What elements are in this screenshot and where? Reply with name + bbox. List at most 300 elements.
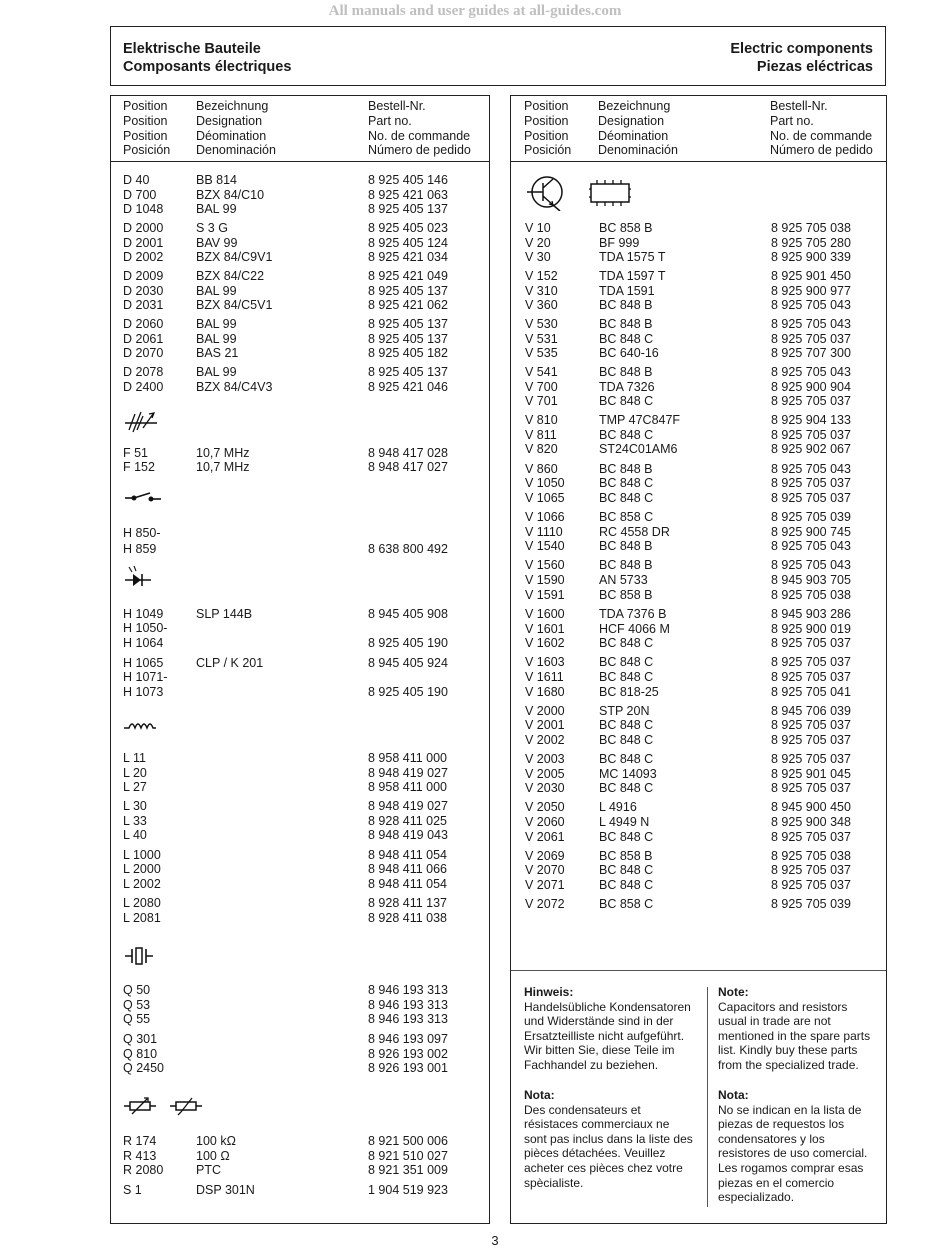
part-number-cell: 8 925 405 137 — [368, 202, 448, 216]
position-cell: L 2080 — [123, 896, 161, 910]
designation-cell: TDA 7326 — [599, 380, 655, 394]
position-cell: L 2002 — [123, 877, 161, 891]
position-cell: Q 53 — [123, 998, 151, 1012]
position-cell: V 700 — [525, 380, 558, 394]
header-label: No. de commande — [770, 128, 873, 143]
position-cell: Q 810 — [123, 1047, 158, 1061]
note-en-title: Note: — [718, 985, 749, 999]
position-cell: H 1073 — [123, 685, 164, 699]
designation-cell: BC 848 C — [599, 863, 654, 877]
note-line: Wir bitten Sie, diese Teile im — [524, 1043, 675, 1058]
part-number-cell: 8 925 900 904 — [771, 380, 851, 394]
designation-cell: BC 858 B — [599, 588, 653, 602]
designation-cell: ST24C01AM6 — [599, 442, 678, 456]
note-line: spècialiste. — [524, 1175, 584, 1190]
part-number-cell: 1 904 519 923 — [368, 1183, 448, 1197]
note-line: pièces détachées. Veuillez — [524, 1146, 666, 1161]
note-line: Ersatzteilliste nicht aufgeführt. — [524, 1028, 685, 1043]
position-cell: R 2080 — [123, 1163, 164, 1177]
right-parts-table — [510, 95, 887, 1224]
right-column-headers — [511, 96, 886, 162]
part-number-cell: 8 925 705 041 — [771, 685, 851, 699]
position-cell: D 2000 — [123, 221, 164, 235]
designation-cell: BC 848 C — [599, 636, 654, 650]
note-line: und Widerstände sind in der — [524, 1014, 674, 1029]
position-cell: V 1590 — [525, 573, 565, 587]
designation-cell: BC 858 B — [599, 849, 653, 863]
designation-cell: PTC — [196, 1163, 221, 1177]
position-cell: V 531 — [525, 332, 558, 346]
designation-cell: TDA 1575 T — [599, 250, 666, 264]
part-number-cell: 8 925 705 043 — [771, 539, 851, 553]
position-cell: D 2400 — [123, 380, 164, 394]
part-number-cell: 8 925 405 137 — [368, 317, 448, 331]
header-title-es: Piezas eléctricas — [756, 59, 873, 75]
position-cell: V 10 — [525, 221, 551, 235]
variable-resistor-icon — [123, 1094, 157, 1118]
designation-cell: BC 848 C — [599, 733, 654, 747]
position-cell: V 1560 — [525, 558, 565, 572]
designation-cell: BC 848 B — [599, 298, 653, 312]
note-line: sont pas inclus dans la liste des — [524, 1131, 693, 1146]
part-number-cell: 8 948 411 066 — [368, 862, 448, 876]
part-number-cell: 8 925 705 037 — [771, 332, 851, 346]
part-number-cell: 8 925 705 038 — [771, 221, 851, 235]
position-header — [123, 99, 170, 158]
designation-cell: BZX 84/C10 — [196, 188, 265, 202]
position-cell: V 811 — [525, 428, 557, 442]
led-icon — [123, 565, 153, 589]
header-label: Déomination — [598, 128, 669, 143]
part-number-cell: 8 926 193 001 — [368, 1061, 448, 1075]
position-cell: D 2031 — [123, 298, 164, 312]
position-cell: H 1064 — [123, 636, 164, 650]
page-number: 3 — [491, 1233, 499, 1248]
part-number-cell: 8 925 705 043 — [771, 558, 851, 572]
designation-cell: SLP 144B — [196, 607, 253, 621]
designation-cell: 100 kΩ — [196, 1134, 236, 1148]
position-cell: L 30 — [123, 799, 147, 813]
note-line: especializado. — [718, 1190, 795, 1205]
part-number-cell: 8 925 405 190 — [368, 685, 448, 699]
part-number-cell: 8 945 900 450 — [771, 800, 851, 814]
part-number-cell: 8 948 419 043 — [368, 828, 448, 842]
position-cell: V 2072 — [525, 897, 565, 911]
part-number-cell: 8 946 193 097 — [368, 1032, 448, 1046]
position-cell: V 701 — [525, 394, 558, 408]
position-cell: V 535 — [525, 346, 558, 360]
transistor-icon — [525, 173, 567, 211]
designation-cell: BC 848 B — [599, 539, 653, 553]
left-column-headers — [111, 96, 489, 162]
header-label: Position — [123, 128, 168, 143]
designation-header — [598, 99, 678, 158]
part-number-cell: 8 928 411 137 — [368, 896, 448, 910]
part-number-cell: 8 925 902 067 — [771, 442, 851, 456]
position-cell: F 51 — [123, 446, 149, 460]
position-cell: H 859 — [123, 542, 157, 556]
part-number-cell: 8 921 500 006 — [368, 1134, 448, 1148]
ic-chip-icon — [587, 178, 633, 208]
part-number-cell: 8 925 900 977 — [771, 284, 851, 298]
designation-cell: L 4949 N — [599, 815, 650, 829]
position-cell: V 1602 — [525, 636, 565, 650]
position-cell: H 850- — [123, 526, 161, 540]
part-no-header — [368, 99, 471, 158]
designation-cell: BC 848 B — [599, 462, 653, 476]
header-title-en: Electric components — [730, 41, 873, 57]
position-cell: V 1611 — [525, 670, 564, 684]
header-label: Position — [524, 99, 569, 113]
position-cell: D 2061 — [123, 332, 164, 346]
position-cell: D 2078 — [123, 365, 164, 379]
part-number-cell: 8 925 405 124 — [368, 236, 448, 250]
header-label: Part no. — [770, 113, 814, 128]
position-cell: R 413 — [123, 1149, 157, 1163]
part-number-cell: 8 925 421 046 — [368, 380, 448, 394]
position-cell: L 1000 — [123, 848, 161, 862]
position-cell: R 174 — [123, 1134, 157, 1148]
position-cell: D 700 — [123, 188, 157, 202]
designation-cell: TDA 7376 B — [599, 607, 667, 621]
note-line: acheter ces pièces chez votre — [524, 1160, 683, 1175]
designation-cell: BC 818-25 — [599, 685, 659, 699]
note-line: résistaces commerciaux ne — [524, 1117, 670, 1132]
part-number-cell: 8 925 705 037 — [771, 781, 851, 795]
position-cell: V 30 — [525, 250, 551, 264]
part-number-cell: 8 925 900 348 — [771, 815, 851, 829]
position-cell: D 2002 — [123, 250, 164, 264]
part-number-cell: 8 948 411 054 — [368, 877, 448, 891]
part-number-cell: 8 925 705 038 — [771, 588, 851, 602]
part-number-cell: 8 926 193 002 — [368, 1047, 448, 1061]
note-line: Les rogamos comprar esas — [718, 1160, 864, 1175]
position-cell: V 2050 — [525, 800, 565, 814]
designation-cell: BC 640-16 — [599, 346, 659, 360]
part-number-cell: 8 925 405 182 — [368, 346, 448, 360]
note-line: piezas en el comercio — [718, 1175, 835, 1190]
note-en — [718, 985, 883, 1073]
position-cell: D 2030 — [123, 284, 164, 298]
part-number-cell: 8 925 705 037 — [771, 830, 851, 844]
position-cell: V 310 — [525, 284, 558, 298]
part-number-cell: 8 925 705 037 — [771, 655, 851, 669]
position-cell: V 2061 — [525, 830, 565, 844]
position-cell: L 2000 — [123, 862, 161, 876]
part-number-cell: 8 948 419 027 — [368, 799, 448, 813]
position-header — [524, 99, 571, 158]
position-cell: L 11 — [123, 751, 146, 765]
part-number-cell: 8 921 510 027 — [368, 1149, 448, 1163]
part-number-cell: 8 925 421 049 — [368, 269, 448, 283]
designation-cell: BC 858 C — [599, 510, 654, 524]
designation-cell: BC 848 C — [599, 655, 654, 669]
note-fr-title: Nota: — [524, 1088, 555, 1102]
part-number-cell: 8 925 405 137 — [368, 284, 448, 298]
position-cell: L 40 — [123, 828, 147, 842]
part-no-header — [770, 99, 873, 158]
designation-cell: BC 848 C — [599, 830, 654, 844]
switch-icon — [123, 488, 163, 508]
ptc-resistor-icon — [169, 1094, 203, 1118]
header-label: Bestell-Nr. — [368, 99, 426, 113]
part-number-cell: 8 925 705 039 — [771, 897, 851, 911]
header-label: Position — [123, 99, 168, 113]
part-number-cell: 8 925 705 037 — [771, 428, 851, 442]
part-number-cell: 8 925 405 146 — [368, 173, 448, 187]
designation-cell: BAL 99 — [196, 202, 237, 216]
designation-cell: TMP 47C847F — [599, 413, 681, 427]
part-number-cell: 8 948 417 027 — [368, 460, 448, 474]
designation-cell: BC 848 B — [599, 558, 653, 572]
note-line: resistores de uso comercial. — [718, 1146, 868, 1161]
note-fr — [524, 1088, 704, 1190]
designation-cell: BC 848 C — [599, 718, 654, 732]
part-number-cell: 8 925 705 037 — [771, 670, 851, 684]
ceramic-filter-icon — [123, 408, 159, 434]
header-label: Número de pedido — [368, 143, 471, 158]
section-header — [110, 26, 886, 86]
part-number-cell: 8 638 800 492 — [368, 542, 448, 556]
part-number-cell: 8 925 900 745 — [771, 525, 851, 539]
note-line: list. Kindly buy these parts — [718, 1043, 858, 1058]
designation-cell: BZX 84/C9V1 — [196, 250, 273, 264]
part-number-cell: 8 925 705 043 — [771, 298, 851, 312]
part-number-cell: 8 925 705 043 — [771, 317, 851, 331]
part-number-cell: 8 925 705 043 — [771, 365, 851, 379]
note-line: Capacitors and resistors — [718, 999, 848, 1014]
designation-cell: BC 858 B — [599, 221, 653, 235]
part-number-cell: 8 925 705 037 — [771, 718, 851, 732]
position-cell: L 27 — [123, 780, 147, 794]
position-cell: V 2005 — [525, 767, 565, 781]
position-cell: F 152 — [123, 460, 155, 474]
designation-cell: BC 848 C — [599, 491, 654, 505]
designation-cell: BAS 21 — [196, 346, 239, 360]
designation-cell: BC 848 B — [599, 317, 653, 331]
part-number-cell: 8 925 705 037 — [771, 491, 851, 505]
designation-cell: 10,7 MHz — [196, 446, 250, 460]
part-number-cell: 8 928 411 025 — [368, 814, 448, 828]
designation-cell: BZX 84/C4V3 — [196, 380, 273, 394]
header-right — [730, 40, 873, 76]
header-label: Position — [524, 128, 569, 143]
designation-cell: BC 848 C — [599, 670, 654, 684]
note-line: condensatores y los — [718, 1131, 825, 1146]
part-number-cell: 8 925 705 039 — [771, 510, 851, 524]
header-label: Position — [524, 113, 569, 128]
part-number-cell: 8 925 421 063 — [368, 188, 448, 202]
part-number-cell: 8 925 904 133 — [771, 413, 851, 427]
header-label: No. de commande — [368, 128, 471, 143]
notes-divider — [511, 970, 886, 971]
part-number-cell: 8 946 193 313 — [368, 1012, 448, 1026]
header-label: Designation — [196, 113, 263, 128]
part-number-cell: 8 945 405 924 — [368, 656, 448, 670]
designation-cell: HCF 4066 M — [599, 622, 670, 636]
note-line: Des condensateurs et — [524, 1102, 641, 1117]
position-cell: V 2071 — [525, 878, 565, 892]
designation-cell: BZX 84/C22 — [196, 269, 265, 283]
designation-cell: DSP 301N — [196, 1183, 255, 1197]
part-number-cell: 8 925 705 038 — [771, 849, 851, 863]
inductor-icon — [123, 718, 157, 732]
designation-cell: BC 848 C — [599, 332, 654, 346]
designation-cell: CLP / K 201 — [196, 656, 264, 670]
position-cell: Q 50 — [123, 983, 151, 997]
position-cell: V 1680 — [525, 685, 565, 699]
position-cell: H 1049 — [123, 607, 164, 621]
position-cell: V 530 — [525, 317, 558, 331]
position-cell: V 1600 — [525, 607, 565, 621]
designation-cell: BF 999 — [599, 236, 640, 250]
designation-cell: BC 848 C — [599, 394, 654, 408]
position-cell: V 810 — [525, 413, 558, 427]
position-cell: V 2001 — [525, 718, 565, 732]
part-number-cell: 8 925 705 037 — [771, 394, 851, 408]
header-label: Denominación — [598, 143, 678, 158]
position-cell: D 1048 — [123, 202, 164, 216]
position-cell: H 1050- — [123, 621, 168, 635]
position-cell: V 2030 — [525, 781, 565, 795]
part-number-cell: 8 958 411 000 — [368, 751, 448, 765]
position-cell: S 1 — [123, 1183, 142, 1197]
position-cell: L 20 — [123, 766, 147, 780]
note-de-title: Hinweis: — [524, 985, 574, 999]
note-line: Handelsübliche Kondensatoren — [524, 999, 691, 1014]
header-label: Posición — [123, 143, 171, 158]
designation-cell: L 4916 — [599, 800, 637, 814]
position-cell: V 2069 — [525, 849, 565, 863]
left-parts-table — [110, 95, 490, 1224]
part-number-cell: 8 945 405 908 — [368, 607, 448, 621]
position-cell: H 1071- — [123, 670, 168, 684]
position-cell: V 1066 — [525, 510, 565, 524]
designation-cell: BB 814 — [196, 173, 238, 187]
part-number-cell: 8 925 900 019 — [771, 622, 851, 636]
header-title-de: Elektrische Bauteile — [123, 41, 261, 57]
part-number-cell: 8 925 705 037 — [771, 878, 851, 892]
header-label: Denominación — [196, 143, 276, 158]
position-cell: V 1110 — [525, 525, 563, 539]
part-number-cell: 8 925 901 450 — [771, 269, 851, 283]
note-line: piezas de requestos los — [718, 1117, 845, 1132]
part-number-cell: 8 946 193 313 — [368, 998, 448, 1012]
header-label: Bezeichnung — [196, 99, 269, 113]
part-number-cell: 8 925 405 190 — [368, 636, 448, 650]
position-cell: V 1540 — [525, 539, 565, 553]
designation-cell: BZX 84/C5V1 — [196, 298, 273, 312]
position-cell: V 152 — [525, 269, 558, 283]
position-cell: D 2001 — [123, 236, 164, 250]
position-cell: V 2003 — [525, 752, 565, 766]
designation-cell: BAV 99 — [196, 236, 238, 250]
part-number-cell: 8 925 705 037 — [771, 636, 851, 650]
note-es — [718, 1088, 883, 1205]
part-number-cell: 8 921 351 009 — [368, 1163, 448, 1177]
note-line: No se indican en la lista de — [718, 1102, 862, 1117]
part-number-cell: 8 925 421 062 — [368, 298, 448, 312]
position-cell: V 2070 — [525, 863, 565, 877]
part-number-cell: 8 925 705 037 — [771, 752, 851, 766]
position-cell: D 40 — [123, 173, 150, 187]
designation-cell: TDA 1597 T — [599, 269, 666, 283]
designation-cell: 10,7 MHz — [196, 460, 250, 474]
designation-cell: BC 848 C — [599, 752, 654, 766]
part-number-cell: 8 945 903 286 — [771, 607, 851, 621]
designation-cell: BC 858 C — [599, 897, 654, 911]
crystal-icon — [123, 945, 155, 967]
designation-cell: BAL 99 — [196, 332, 237, 346]
header-label: Designation — [598, 113, 665, 128]
designation-cell: BC 848 C — [599, 476, 654, 490]
position-cell: V 1050 — [525, 476, 565, 490]
position-cell: L 2081 — [123, 911, 161, 925]
designation-header — [196, 99, 276, 158]
position-cell: V 1065 — [525, 491, 565, 505]
note-line: from the specialized trade. — [718, 1057, 859, 1072]
designation-cell: AN 5733 — [599, 573, 648, 587]
note-es-title: Nota: — [718, 1088, 749, 1102]
header-title-fr: Composants électriques — [123, 59, 292, 75]
part-number-cell: 8 925 705 037 — [771, 476, 851, 490]
designation-cell: BAL 99 — [196, 365, 237, 379]
position-cell: V 1591 — [525, 588, 565, 602]
part-number-cell: 8 948 419 027 — [368, 766, 448, 780]
designation-cell: BC 848 C — [599, 781, 654, 795]
position-cell: V 820 — [525, 442, 558, 456]
position-cell: V 20 — [525, 236, 551, 250]
part-number-cell: 8 948 411 054 — [368, 848, 448, 862]
designation-cell: 100 Ω — [196, 1149, 230, 1163]
part-number-cell: 8 925 707 300 — [771, 346, 851, 360]
part-number-cell: 8 948 417 028 — [368, 446, 448, 460]
header-label: Bestell-Nr. — [770, 99, 828, 113]
part-number-cell: 8 925 901 045 — [771, 767, 851, 781]
note-line: mentioned in the spare parts — [718, 1028, 871, 1043]
position-cell: V 541 — [525, 365, 558, 379]
header-label: Position — [123, 113, 168, 128]
part-number-cell: 8 925 421 034 — [368, 250, 448, 264]
position-cell: V 1603 — [525, 655, 565, 669]
designation-cell: RC 4558 DR — [599, 525, 670, 539]
position-cell: V 2000 — [525, 704, 565, 718]
part-number-cell: 8 946 193 313 — [368, 983, 448, 997]
watermark: All manuals and user guides at all-guides.com — [328, 3, 622, 19]
note-de — [524, 985, 702, 1073]
designation-cell: BC 848 C — [599, 428, 654, 442]
designation-cell: BAL 99 — [196, 284, 237, 298]
designation-cell: TDA 1591 — [599, 284, 655, 298]
part-number-cell: 8 925 405 023 — [368, 221, 448, 235]
part-number-cell: 8 925 900 339 — [771, 250, 851, 264]
position-cell: Q 301 — [123, 1032, 158, 1046]
designation-cell: BC 848 C — [599, 878, 654, 892]
position-cell: H 1065 — [123, 656, 164, 670]
part-number-cell: 8 945 903 705 — [771, 573, 851, 587]
part-number-cell: 8 928 411 038 — [368, 911, 448, 925]
part-number-cell: 8 945 706 039 — [771, 704, 851, 718]
designation-cell: STP 20N — [599, 704, 650, 718]
position-cell: V 2002 — [525, 733, 565, 747]
position-cell: D 2009 — [123, 269, 164, 283]
designation-cell: BAL 99 — [196, 317, 237, 331]
part-number-cell: 8 925 705 280 — [771, 236, 851, 250]
part-number-cell: 8 925 705 037 — [771, 863, 851, 877]
designation-cell: BC 848 B — [599, 365, 653, 379]
designation-cell: MC 14093 — [599, 767, 657, 781]
position-cell: V 1601 — [525, 622, 565, 636]
